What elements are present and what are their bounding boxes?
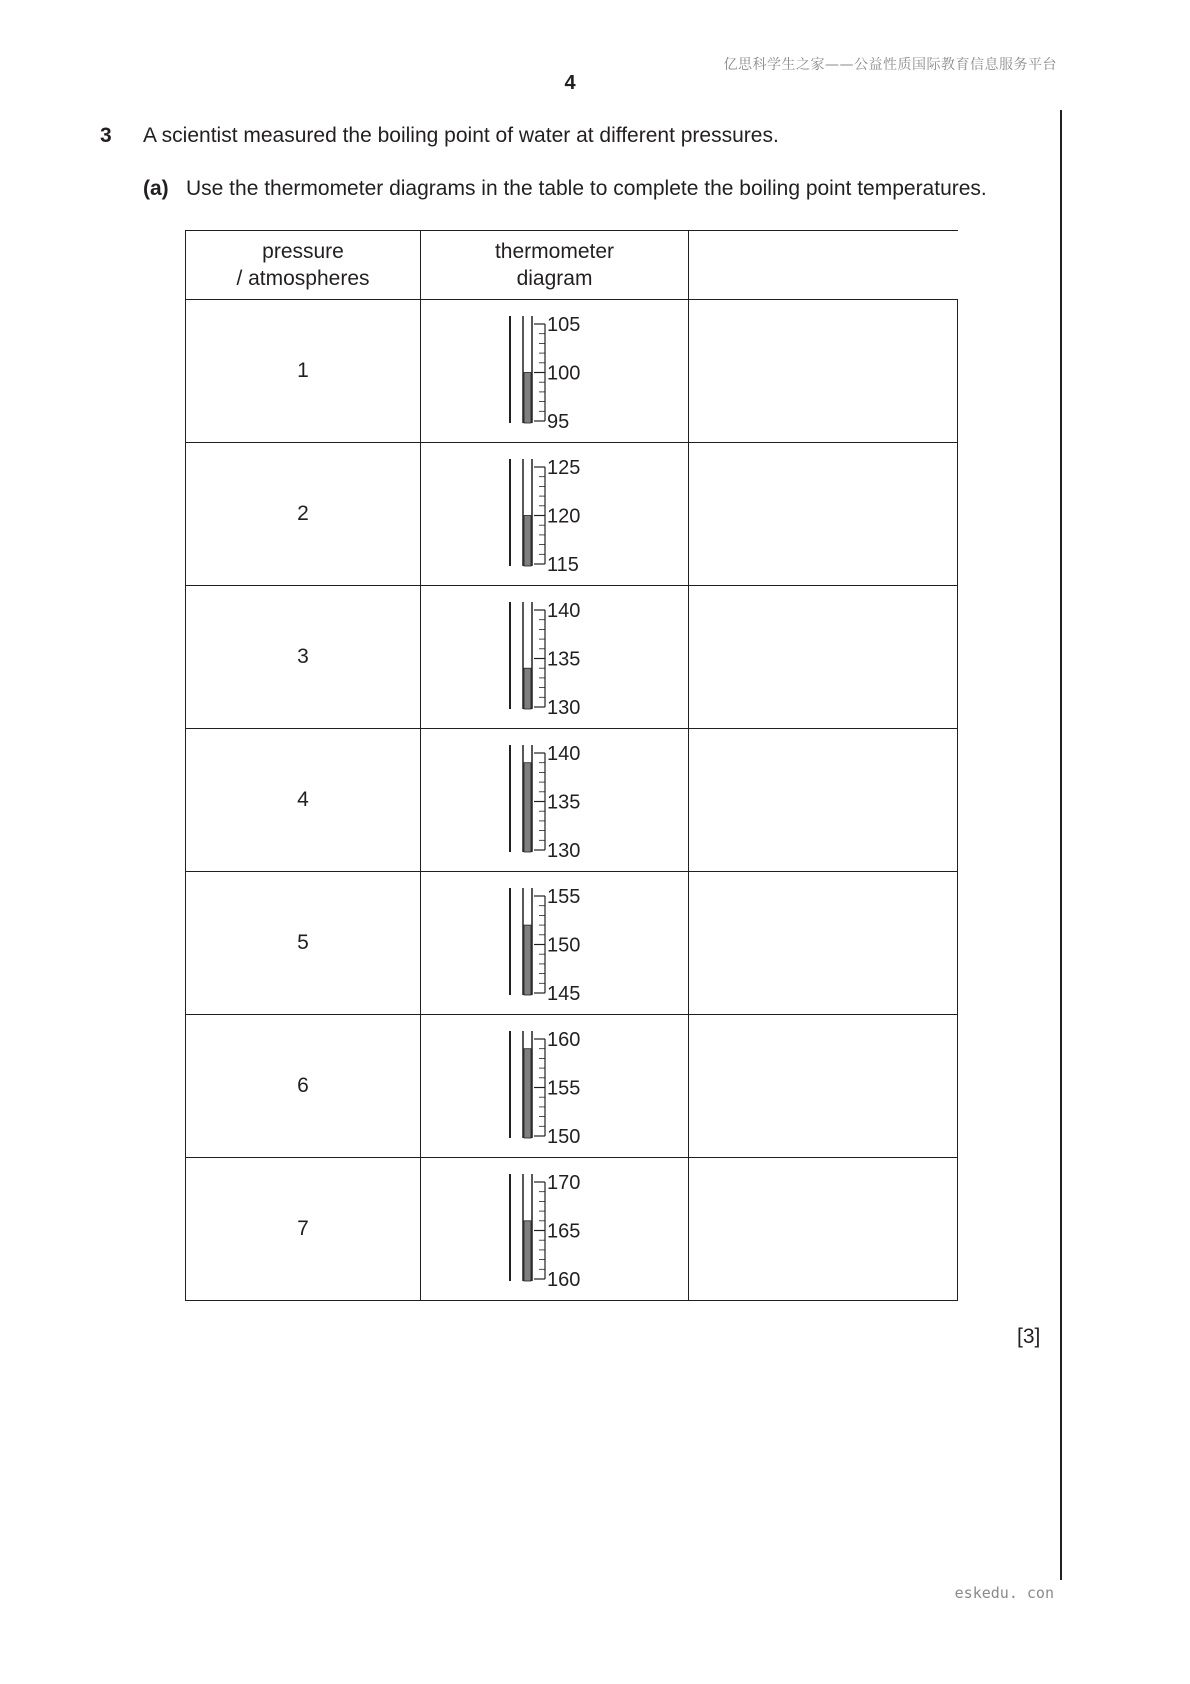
pressure-value: 6 bbox=[297, 1074, 309, 1097]
pressure-value: 2 bbox=[297, 502, 309, 525]
mercury-column bbox=[524, 925, 531, 995]
table-row bbox=[186, 1158, 958, 1301]
scale-label: 135 bbox=[546, 648, 580, 671]
scale-label: 120 bbox=[546, 505, 580, 528]
scale-label: 165 bbox=[546, 1220, 580, 1243]
watermark-header: 亿思科学生之家——公益性质国际教育信息服务平台 bbox=[723, 57, 1057, 73]
temperature-answer-cell[interactable] bbox=[689, 729, 958, 872]
scale-label: 135 bbox=[546, 791, 580, 814]
pressure-cell bbox=[186, 443, 421, 586]
scale-label: 155 bbox=[546, 1077, 580, 1100]
table-header-row bbox=[186, 231, 958, 300]
thermometer-cell bbox=[421, 1015, 689, 1158]
table-row bbox=[186, 872, 958, 1015]
table-row bbox=[186, 300, 958, 443]
pressure-cell bbox=[186, 300, 421, 443]
question-text: A scientist measured the boiling point of water at different pressures. bbox=[143, 124, 779, 147]
boiling-point-table bbox=[185, 230, 958, 1301]
scale-label: 155 bbox=[546, 886, 580, 908]
scale-label: 140 bbox=[546, 743, 580, 765]
mercury-column bbox=[524, 668, 531, 709]
thermometer-diagram bbox=[505, 597, 605, 717]
mercury-column bbox=[524, 516, 531, 567]
pressure-cell bbox=[186, 586, 421, 729]
table-row bbox=[186, 729, 958, 872]
pressure-value: 7 bbox=[297, 1217, 309, 1240]
mercury-column bbox=[524, 1221, 531, 1281]
temperature-answer-cell[interactable] bbox=[689, 1015, 958, 1158]
scale-label: 100 bbox=[546, 362, 580, 385]
thermometer-diagram bbox=[505, 740, 605, 860]
mercury-column bbox=[524, 763, 531, 852]
thermometer-diagram bbox=[505, 1026, 605, 1146]
pressure-cell bbox=[186, 872, 421, 1015]
part-text: Use the thermometer diagrams in the table to complete the boiling point temperatures. bbox=[186, 177, 987, 200]
thermometer-cell bbox=[421, 443, 689, 586]
scale-label: 95 bbox=[546, 411, 569, 431]
temperature-answer-cell[interactable] bbox=[689, 1158, 958, 1301]
temperature-answer-cell[interactable] bbox=[689, 300, 958, 443]
scale-label: 145 bbox=[546, 983, 580, 1003]
thermometer-diagram bbox=[505, 883, 605, 1003]
temperature-answer-cell[interactable] bbox=[689, 872, 958, 1015]
thermometer-cell bbox=[421, 1158, 689, 1301]
thermometer-cell bbox=[421, 872, 689, 1015]
scale-label: 115 bbox=[546, 554, 579, 574]
temperature-answer-cell[interactable] bbox=[689, 586, 958, 729]
thermometer-diagram bbox=[505, 311, 605, 431]
thermometer-diagram bbox=[505, 1169, 605, 1289]
page-number: 4 bbox=[564, 72, 576, 94]
pressure-value: 3 bbox=[297, 645, 309, 668]
scale-label: 150 bbox=[546, 934, 580, 957]
thermometer-cell bbox=[421, 300, 689, 443]
pressure-cell bbox=[186, 1015, 421, 1158]
header-thermometer bbox=[421, 231, 689, 300]
scale-label: 125 bbox=[546, 457, 580, 479]
header-thermometer-label: thermometer diagram bbox=[494, 240, 615, 290]
scale-label: 160 bbox=[546, 1029, 580, 1051]
scale-label: 140 bbox=[546, 600, 580, 622]
pressure-value: 4 bbox=[297, 788, 309, 811]
scale-label: 170 bbox=[546, 1172, 580, 1194]
scale-label: 130 bbox=[546, 697, 580, 717]
thermometer-diagram bbox=[505, 454, 605, 574]
scale-label: 160 bbox=[546, 1269, 580, 1289]
part-label: (a) bbox=[143, 177, 169, 200]
header-temperature bbox=[689, 231, 958, 300]
pressure-cell bbox=[186, 729, 421, 872]
scale-label: 150 bbox=[546, 1126, 580, 1146]
header-pressure-label: pressure / atmospheres bbox=[236, 240, 370, 290]
table-row bbox=[186, 586, 958, 729]
footer-site: eskedu. con bbox=[954, 1584, 1054, 1602]
scale-label: 130 bbox=[546, 840, 580, 860]
pressure-value: 5 bbox=[297, 931, 309, 954]
thermometer-cell bbox=[421, 586, 689, 729]
thermometer-cell bbox=[421, 729, 689, 872]
table-row bbox=[186, 1015, 958, 1158]
temperature-answer-cell[interactable] bbox=[689, 443, 958, 586]
mercury-column bbox=[524, 373, 531, 424]
question-number: 3 bbox=[100, 124, 112, 147]
mercury-column bbox=[524, 1049, 531, 1138]
pressure-value: 1 bbox=[297, 359, 309, 382]
pressure-cell bbox=[186, 1158, 421, 1301]
header-pressure bbox=[186, 231, 421, 300]
marks-allocation: [3] bbox=[1017, 1325, 1041, 1348]
margin-line bbox=[1060, 110, 1062, 1580]
scale-label: 105 bbox=[546, 314, 580, 336]
table-row bbox=[186, 443, 958, 586]
